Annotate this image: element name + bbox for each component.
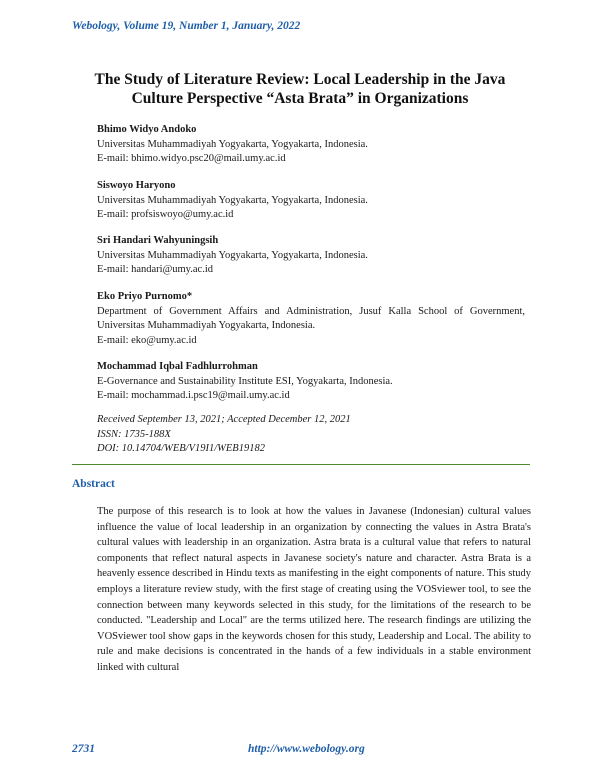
doi: DOI: 10.14704/WEB/V19I1/WEB19182 bbox=[97, 443, 265, 454]
author-name: Bhimo Widyo Andoko bbox=[97, 124, 197, 135]
author-block bbox=[97, 290, 525, 348]
author-name: Eko Priyo Purnomo* bbox=[97, 291, 193, 302]
author-block bbox=[97, 360, 537, 404]
author-name: Mochammad Iqbal Fadhlurrohman bbox=[97, 361, 258, 372]
received-dates: Received September 13, 2021; Accepted December 12, 2021 bbox=[97, 414, 351, 425]
author-affiliation: Universitas Muhammadiyah Yogyakarta, Yogyakarta, Indonesia. bbox=[97, 249, 368, 261]
author-name: Sri Handari Wahyuningsih bbox=[97, 235, 219, 246]
author-affiliation: Universitas Muhammadiyah Yogyakarta, Yogyakarta, Indonesia. bbox=[97, 194, 368, 206]
author-affiliation: E-Governance and Sustainability Institute ESI, Yogyakarta, Indonesia. bbox=[97, 375, 393, 387]
author-email: E-mail: bhimo.widyo.psc20@mail.umy.ac.id bbox=[97, 153, 286, 164]
author-name: Siswoyo Haryono bbox=[97, 180, 176, 191]
abstract-text: The purpose of this research is to look at how the values in Javanese (Indonesian) cultural values influence the value of local leadership in an organization by connecting the values in Astra Brata's cultural values with leadership in an organization. Astra brata is a cultural value that refers to natural components that reflect natural aspects in Javanese society's nature and character. Astra Brata is a heavenly essence described in Hindu texts as manifesting in the eight components of nature. This study employs a literature review study, with the first stage of creating using the VOSviewer tool, to see the connection between many keywords selected in this study, for the limitations of the research to be conducted. "Leadership and Local" are the terms utilized here. The research findings are utilizing the VOSviewer tool show gaps in the keywords chosen for this study, Leadership and Local. The ability to rule and make decisions is concentrated in the hands of a few individuals in a stable environment linked with cultural bbox=[97, 506, 531, 673]
abstract-heading: Abstract bbox=[72, 478, 115, 490]
author-email: E-mail: mochammad.i.psc19@mail.umy.ac.id bbox=[97, 390, 290, 401]
title-line-2: Culture Perspective “Asta Brata” in Organizations bbox=[131, 90, 469, 107]
section-divider bbox=[72, 464, 530, 465]
issn: ISSN: 1735-188X bbox=[97, 428, 171, 440]
footer-url[interactable]: http://www.webology.org bbox=[248, 743, 365, 755]
author-block bbox=[97, 123, 537, 167]
author-email: E-mail: profsiswoyo@umy.ac.id bbox=[97, 209, 234, 220]
journal-header: Webology, Volume 19, Number 1, January, 2022 bbox=[72, 20, 301, 32]
author-affiliation: Department of Government Affairs and Administration, Jusuf Kalla School of Government, Universitas Muhammadiyah Yogyakarta, Indonesia. bbox=[97, 305, 525, 331]
author-affiliation: Universitas Muhammadiyah Yogyakarta, Yogyakarta, Indonesia. bbox=[97, 138, 368, 150]
author-block bbox=[97, 179, 537, 223]
author-email: E-mail: eko@umy.ac.id bbox=[97, 334, 197, 346]
author-block bbox=[97, 234, 537, 278]
article-meta bbox=[97, 413, 351, 457]
title-line-1: The Study of Literature Review: Local Leadership in the Java bbox=[94, 71, 506, 88]
paper-title bbox=[60, 70, 540, 108]
page-number: 2731 bbox=[72, 743, 95, 755]
author-email: E-mail: handari@umy.ac.id bbox=[97, 264, 213, 275]
